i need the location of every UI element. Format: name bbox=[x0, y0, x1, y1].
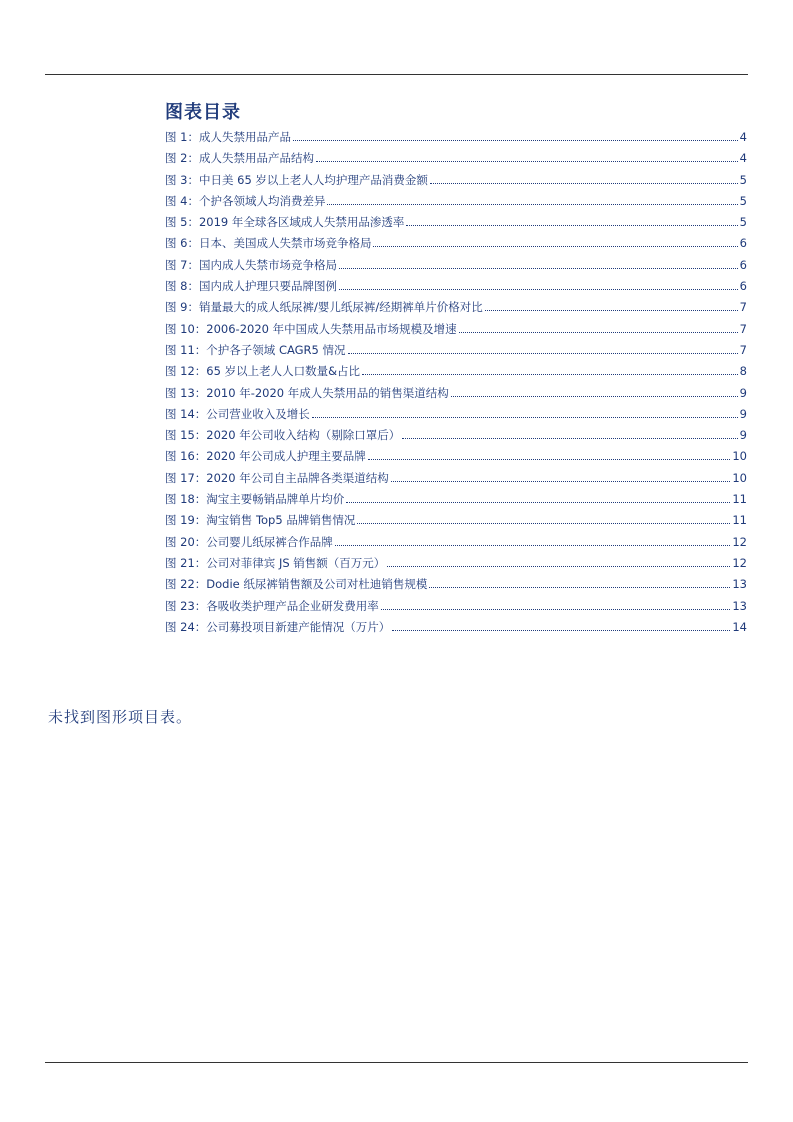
toc-entry-page[interactable]: 10 bbox=[732, 449, 747, 464]
toc-entry-label[interactable]: 图 19：淘宝销售 Top5 品牌销售情况 bbox=[165, 513, 356, 528]
toc-entry-page[interactable]: 9 bbox=[739, 385, 747, 400]
toc-entry[interactable] bbox=[165, 129, 747, 150]
toc-entry-label[interactable]: 图 1：成人失禁用品产品 bbox=[165, 130, 291, 144]
toc-entry-page[interactable]: 13 bbox=[732, 577, 747, 592]
toc-entry-page[interactable]: 12 bbox=[732, 555, 747, 570]
toc-entry-page[interactable]: 6 bbox=[739, 257, 747, 272]
dot-leader bbox=[348, 344, 738, 354]
toc-entry[interactable] bbox=[165, 512, 747, 533]
toc-entry-label[interactable]: 图 4：个护各领域人均消费差异 bbox=[165, 193, 326, 208]
toc-entry[interactable] bbox=[165, 172, 747, 193]
toc-entry-label[interactable]: 图 12：65 岁以上老人人口数量&占比 bbox=[165, 364, 361, 379]
toc-entry[interactable] bbox=[165, 385, 747, 406]
toc-entry-page[interactable]: 5 bbox=[739, 215, 747, 230]
header-rule bbox=[45, 74, 748, 75]
toc-entry-page[interactable]: 11 bbox=[732, 513, 747, 528]
toc-entry-page[interactable]: 7 bbox=[739, 300, 747, 315]
toc-entry-page[interactable]: 11 bbox=[732, 492, 747, 507]
toc-entry-label[interactable]: 图 13：2010 年-2020 年成人失禁用品的销售渠道结构 bbox=[165, 385, 449, 400]
dot-leader bbox=[429, 578, 730, 588]
dot-leader bbox=[339, 259, 738, 269]
dot-leader bbox=[392, 621, 730, 631]
dot-leader bbox=[459, 323, 738, 333]
toc-entry-label[interactable]: 图 11：个护各子领域 CAGR5 情况 bbox=[165, 342, 346, 357]
toc-entry-page[interactable]: 7 bbox=[739, 321, 747, 336]
toc-entry-page[interactable]: 10 bbox=[732, 470, 747, 485]
toc-entry-label[interactable]: 图 10：2006-2020 年中国成人失禁用品市场规模及增速 bbox=[165, 321, 457, 336]
footer-rule bbox=[45, 1062, 748, 1063]
toc-entry-label[interactable]: 图 18：淘宝主要畅销品牌单片均价 bbox=[165, 492, 345, 507]
dot-leader bbox=[312, 408, 738, 418]
toc-entry-label[interactable]: 图 6：日本、美国成人失禁市场竞争格局 bbox=[165, 236, 372, 251]
toc-entry[interactable] bbox=[165, 193, 747, 214]
missing-table-note: 未找到图形项目表。 bbox=[48, 708, 193, 726]
toc-entry[interactable] bbox=[165, 321, 747, 342]
toc-entry[interactable] bbox=[165, 491, 747, 512]
dot-leader bbox=[362, 365, 738, 375]
dot-leader bbox=[387, 557, 730, 567]
dot-leader bbox=[451, 387, 738, 397]
toc-entry-label[interactable]: 图 20：公司婴儿纸尿裤合作品牌 bbox=[165, 534, 333, 549]
dot-leader bbox=[293, 131, 738, 141]
toc-entry-page[interactable]: 4 bbox=[739, 151, 747, 166]
toc-entry-label[interactable]: 图 16：2020 年公司成人护理主要品牌 bbox=[165, 449, 366, 464]
toc-entry-page[interactable]: 6 bbox=[739, 236, 747, 251]
toc-entry[interactable] bbox=[165, 342, 747, 363]
toc-entry-page[interactable]: 9 bbox=[739, 428, 747, 443]
toc-entry-page[interactable]: 6 bbox=[739, 279, 747, 294]
dot-leader bbox=[335, 536, 731, 546]
table-of-figures bbox=[165, 129, 747, 640]
toc-entry-label[interactable]: 图 17：2020 年公司自主品牌各类渠道结构 bbox=[165, 470, 389, 485]
toc-entry-page[interactable]: 12 bbox=[732, 534, 747, 549]
dot-leader bbox=[402, 429, 737, 439]
toc-entry-label[interactable]: 图 2：成人失禁用品产品结构 bbox=[165, 151, 314, 166]
toc-entry-page[interactable]: 5 bbox=[739, 172, 747, 187]
toc-entry[interactable] bbox=[165, 555, 747, 576]
toc-entry-page[interactable]: 5 bbox=[739, 193, 747, 208]
toc-entry-page[interactable]: 7 bbox=[739, 342, 747, 357]
toc-entry[interactable] bbox=[165, 534, 747, 555]
toc-entry-page[interactable]: 14 bbox=[732, 619, 747, 634]
toc-entry[interactable] bbox=[165, 406, 747, 427]
dot-leader bbox=[368, 450, 731, 460]
toc-entry-label[interactable]: 图 9：销量最大的成人纸尿裤/婴儿纸尿裤/经期裤单片价格对比 bbox=[165, 300, 483, 315]
toc-entry-label[interactable]: 图 5：2019 年全球各区域成人失禁用品渗透率 bbox=[165, 215, 405, 230]
toc-entry-label[interactable]: 图 8：国内成人护理只要品牌图例 bbox=[165, 279, 337, 294]
toc-entry-label[interactable]: 图 24：公司募投项目新建产能情况（万片） bbox=[165, 619, 391, 634]
toc-entry-label[interactable]: 图 3：中日美 65 岁以上老人人均护理产品消费金额 bbox=[165, 172, 428, 187]
toc-entry-page[interactable]: 8 bbox=[739, 364, 747, 379]
dot-leader bbox=[406, 216, 737, 226]
toc-entry[interactable] bbox=[165, 576, 747, 597]
toc-entry-label[interactable]: 图 23：各吸收类护理产品企业研发费用率 bbox=[165, 598, 379, 613]
toc-entry[interactable] bbox=[165, 448, 747, 469]
toc-entry-page[interactable]: 13 bbox=[732, 598, 747, 613]
dot-leader bbox=[430, 174, 738, 184]
toc-entry[interactable] bbox=[165, 299, 747, 320]
toc-entry[interactable] bbox=[165, 235, 747, 256]
dot-leader bbox=[485, 301, 738, 311]
toc-entry[interactable] bbox=[165, 257, 747, 278]
toc-entry[interactable] bbox=[165, 363, 747, 384]
dot-leader bbox=[357, 514, 730, 524]
toc-entry-page[interactable]: 9 bbox=[739, 406, 747, 421]
toc-entry-label[interactable]: 图 14：公司营业收入及增长 bbox=[165, 406, 310, 421]
toc-entry[interactable] bbox=[165, 470, 747, 491]
toc-title: 图表目录 bbox=[165, 102, 241, 123]
toc-entry-label[interactable]: 图 22：Dodie 纸尿裤销售额及公司对杜迪销售规模 bbox=[165, 577, 428, 592]
toc-entry[interactable] bbox=[165, 427, 747, 448]
dot-leader bbox=[346, 493, 730, 503]
toc-entry[interactable] bbox=[165, 598, 747, 619]
toc-entry[interactable] bbox=[165, 214, 747, 235]
toc-entry-label[interactable]: 图 7：国内成人失禁市场竞争格局 bbox=[165, 257, 337, 272]
toc-entry-page[interactable]: 4 bbox=[739, 130, 747, 144]
dot-leader bbox=[391, 472, 731, 482]
toc-entry-label[interactable]: 图 21：公司对菲律宾 JS 销售额（百万元） bbox=[165, 555, 386, 570]
toc-entry[interactable] bbox=[165, 619, 747, 640]
toc-entry[interactable] bbox=[165, 150, 747, 171]
dot-leader bbox=[339, 280, 738, 290]
dot-leader bbox=[381, 600, 731, 610]
dot-leader bbox=[327, 195, 737, 205]
dot-leader bbox=[373, 237, 737, 247]
dot-leader bbox=[316, 152, 738, 162]
toc-entry[interactable] bbox=[165, 278, 747, 299]
toc-entry-label[interactable]: 图 15：2020 年公司收入结构（剔除口罩后） bbox=[165, 428, 401, 443]
